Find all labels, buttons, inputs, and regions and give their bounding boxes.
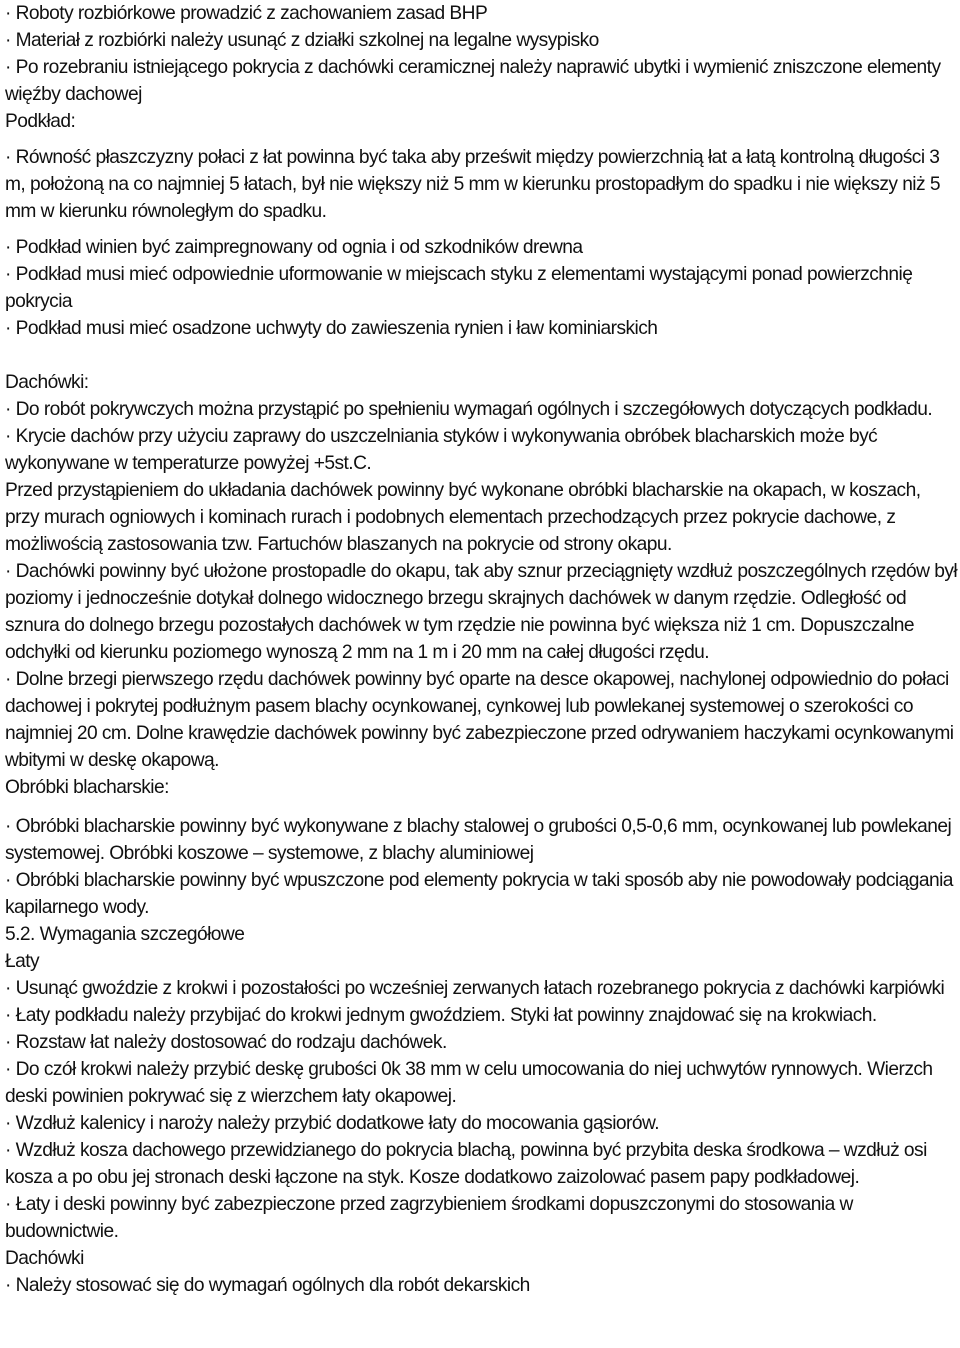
paragraph-flashing-before-tiles: Przed przystąpieniem do układania dachówek powinny być wykonane obróbki blacharskie na okapach, w koszach, przy murach ogniowych i kominach rurach i podobnych elementach przechodzących przez pokrycie dachowe, z możliwością zastosowania tzw. Fartuchów blaszanych na pokrycie od strony okapu. — [5, 480, 921, 555]
paragraph-sheet-insertion: · Obróbki blacharskie powinny być wpuszczone pod elementy pokrycia w taki sposób aby nie powodowały podciągania kapilarnego wody. — [5, 870, 953, 918]
paragraph-flatness: · Równość płaszczyzny połaci z łat powinna być taka aby prześwit między powierzchnią łat a łatą kontrolną długości 3 m, położoną na co najmniej 5 łatach, był nie większy niż 5 mm w kierunku prostopadłym do spadku i nie większy niż 5 mm w kierunku równoległym do spadku. — [5, 147, 940, 222]
paragraph-general-requirements: · Należy stosować się do wymagań ogólnych dla robót dekarskich — [5, 1275, 530, 1296]
paragraph-eaves-board: · Dolne brzegi pierwszego rzędu dachówek powinny być oparte na desce okapowej, nachylonej odpowiednio do połaci dachowej i pokrytej podłużnym pasem blachy ocynkowanej, cynkowej lub powlekanej systemowej o szerokości co najmniej 20 cm. Dolne krawędzie dachówek powinny być zabezpieczone przed odrywaniem haczykami ocynkowanymi wbitymi w deskę okapową. — [5, 669, 954, 771]
heading-dachowki-2: Dachówki — [5, 1248, 84, 1269]
paragraph-roofing-start: · Do robót pokrywczych można przystąpić po spełnieniu wymagań ogólnych i szczegółowych dotyczących podkładu. — [5, 399, 933, 420]
paragraph-demolition-bhp: · Roboty rozbiórkowe prowadzić z zachowaniem zasad BHP — [5, 3, 488, 24]
paragraph-remove-nails: · Usunąć gwoździe z krokwi i pozostałości po wcześniej zerwanych łatach rozebranego pokrycia z dachówki karpiówki — [5, 978, 945, 999]
paragraph-ridge-battens: · Wzdłuż kalenicy i naroży należy przybić dodatkowe łaty do mocowania gąsiorów. — [5, 1113, 660, 1134]
section-heading-5-2: 5.2. Wymagania szczegółowe — [5, 924, 245, 945]
paragraph-tile-alignment: · Dachówki powinny być ułożone prostopadle do okapu, tak aby sznur przeciągnięty wzdłuż poszczególnych rzędów był poziomy i jednocześnie dotykał dolnego widocznego brzegu skrajnych dachówek w danym rzędzie. Odległość od sznura do dolnego brzegu pozostałych dachówek w tym rzędzie nie powinna być większa niż 1 cm. Dopuszczalne odchyłki od kierunku poziomego wynoszą 2 mm na 1 m i 20 mm na całej długości rzędu. — [5, 561, 958, 663]
paragraph-sheet-thickness: · Obróbki blacharskie powinny być wykonywane z blachy stalowej o grubości 0,5-0,6 mm, ocynkowanej lub powlekanej systemowej. Obróbki koszowe – systemowe, z blachy aluminiowej — [5, 816, 952, 864]
paragraph-batten-spacing: · Rozstaw łat należy dostosować do rodzaju dachówek. — [5, 1032, 447, 1053]
heading-laty: Łaty — [5, 951, 40, 972]
paragraph-debris-removal: · Materiał z rozbiórki należy usunąć z działki szkolnej na legalne wysypisko — [5, 30, 599, 51]
paragraph-rafter-board: · Do czół krokwi należy przybić deskę grubości 0k 38 mm w celu umocowania do niej uchwytów rynnowych. Wierzch deski powinien pokrywać się z wierzchem łaty okapowej. — [5, 1059, 933, 1107]
heading-obrobki-blacharskie: Obróbki blacharskie: — [5, 777, 169, 798]
paragraph-repair-truss: · Po rozebraniu istniejącego pokrycia z dachówki ceramicznej należy naprawić ubytki i wymienić zniszczone elementy więźby dachowej — [5, 57, 941, 105]
paragraph-impregnation: · Podkład winien być zaimpregnowany od ognia i od szkodników drewna — [5, 237, 583, 258]
paragraph-mortar-temperature: · Krycie dachów przy użyciu zaprawy do uszczelniania styków i wykonywania obróbek blacharskich może być wykonywane w temperaturze powyżej +5st.C. — [5, 426, 878, 474]
heading-podklad: Podkład: — [5, 111, 76, 132]
heading-dachowki: Dachówki: — [5, 372, 89, 393]
paragraph-batten-nailing: · Łaty podkładu należy przybijać do krokwi jednym gwoździem. Styki łat powinny znajdować się na krokwiach. — [5, 1005, 877, 1026]
paragraph-fungus-protection: · Łaty i deski powinny być zabezpieczone przed zagrzybieniem środkami dopuszczonymi do stosowania w budownictwie. — [5, 1194, 853, 1242]
paragraph-forming: · Podkład musi mieć odpowiednie uformowanie w miejscach styku z elementami wystającymi ponad powierzchnię pokrycia — [5, 264, 913, 312]
paragraph-hooks: · Podkład musi mieć osadzone uchwyty do zawieszenia rynien i ław kominiarskich — [5, 318, 658, 339]
paragraph-valley-board: · Wzdłuż kosza dachowego przewidzianego do pokrycia blachą, powinna być przybita deska środkowa – wzdłuż osi kosza a po obu jej stronach deski łączone na styk. Kosze dodatkowo zaizolować pasem papy podkładowej. — [5, 1140, 927, 1188]
